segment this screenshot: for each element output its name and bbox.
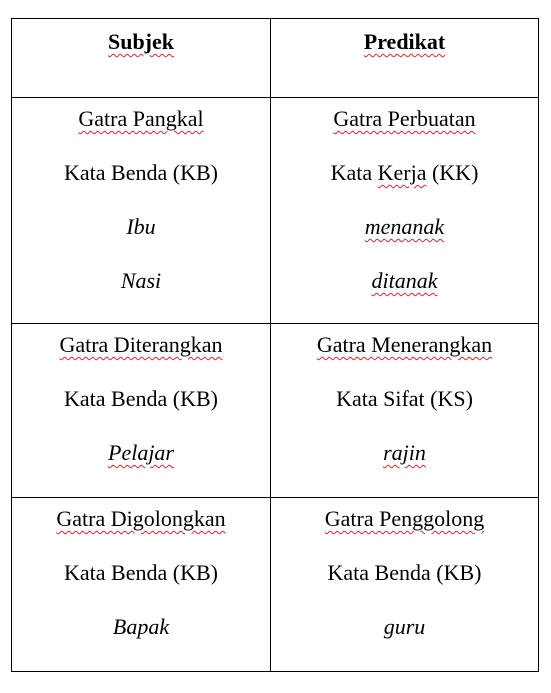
gatra-label: Gatra Digolongkan: [56, 506, 226, 531]
gatra-label: Gatra Perbuatan: [333, 106, 476, 131]
header-subjek: Subjek: [107, 29, 175, 54]
table-row: [12, 98, 539, 324]
example-word: guru: [383, 614, 426, 639]
table-row: [12, 324, 539, 498]
word-class-label: Kata Benda (KB): [64, 386, 218, 411]
example-word: menanak: [364, 214, 445, 239]
cell-subjek: [12, 498, 271, 672]
example-word: Pelajar: [108, 440, 174, 465]
gatra-label: Gatra Pangkal: [78, 106, 204, 131]
header-cell-subjek: [12, 19, 271, 98]
header-predikat: Predikat: [363, 29, 446, 54]
word-class-label: Kata Benda (KB): [64, 560, 218, 585]
word-class-kerja: Kerja: [377, 160, 427, 185]
cell-subjek: [12, 324, 271, 498]
cell-predikat: [271, 98, 539, 324]
example-word: Bapak: [112, 614, 170, 639]
table-header-row: [12, 19, 539, 98]
example-word: rajin: [383, 440, 426, 465]
example-word: Ibu: [126, 214, 156, 239]
gatra-table: [11, 18, 539, 672]
gatra-label: Gatra Menerangkan: [316, 332, 493, 357]
table-row: [12, 498, 539, 672]
cell-predikat: [271, 498, 539, 672]
word-class-label: Kata Kerja (KK): [330, 160, 479, 185]
cell-predikat: [271, 324, 539, 498]
header-cell-predikat: [271, 19, 539, 98]
cell-subjek: [12, 98, 271, 324]
word-class-label: Kata Benda (KB): [64, 160, 218, 185]
gatra-label: Gatra Diterangkan: [59, 332, 223, 357]
gatra-label: Gatra Penggolong: [324, 506, 485, 531]
word-class-label: Kata Benda (KB): [327, 560, 482, 585]
example-word: Nasi: [120, 268, 162, 293]
word-class-label: Kata Sifat (KS): [336, 386, 473, 411]
example-word: ditanak: [371, 268, 438, 293]
